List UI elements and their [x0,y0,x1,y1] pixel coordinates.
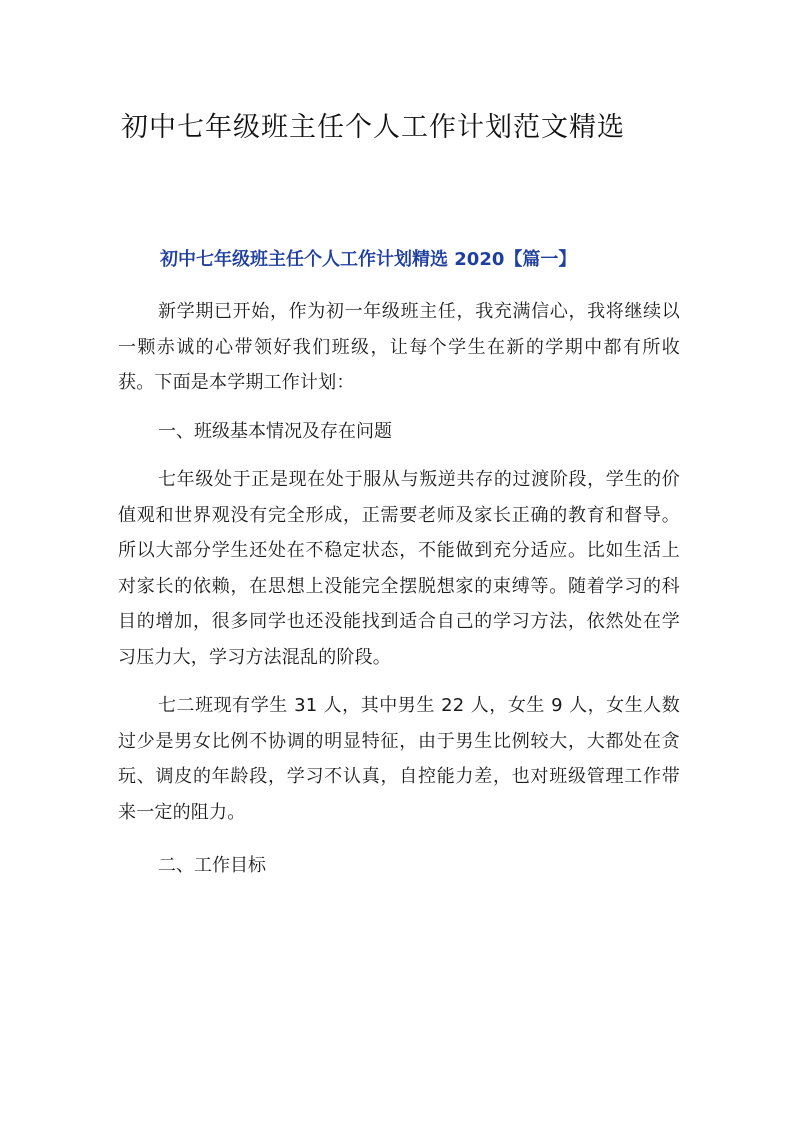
subheading-class-situation: 一、班级基本情况及存在问题 [158,420,392,442]
document-title: 初中七年级班主任个人工作计划范文精选 [121,112,625,143]
class-stats-paragraph: 七二班现有学生 31 人，其中男生 22 人，女生 9 人，女生人数过少是男女比例不协调的明显特征，由于男生比例较大，大都处在贪玩、调皮的年龄段，学习不认真，自控能力差，也对班级管理工作带来一定的阻力。 [118,695,680,823]
subheading-work-goals: 二、工作目标 [158,855,266,876]
class-situation-paragraph: 七年级处于正是现在处于服从与叛逆共存的过渡阶段，学生的价值观和世界观没有完全形成，正需要老师及家长正确的教育和督导。所以大部分学生还处在不稳定状态，不能做到充分适应。比如生活上对家长的依赖，在思想上没能完全摆脱想家的束缚等。随着学习的科目的增加，很多同学也还没能找到适合自己的学习方法，依然处在学习压力大，学习方法混乱的阶段。 [118,469,680,668]
document-body [118,294,680,897]
intro-paragraph: 新学期已开始，作为初一年级班主任，我充满信心，我将继续以一颗赤诚的心带领好我们班级，让每个学生在新的学期中都有所收获。下面是本学期工作计划： [118,301,680,393]
section-heading: 初中七年级班主任个人工作计划精选 2020【篇一】 [160,249,577,270]
